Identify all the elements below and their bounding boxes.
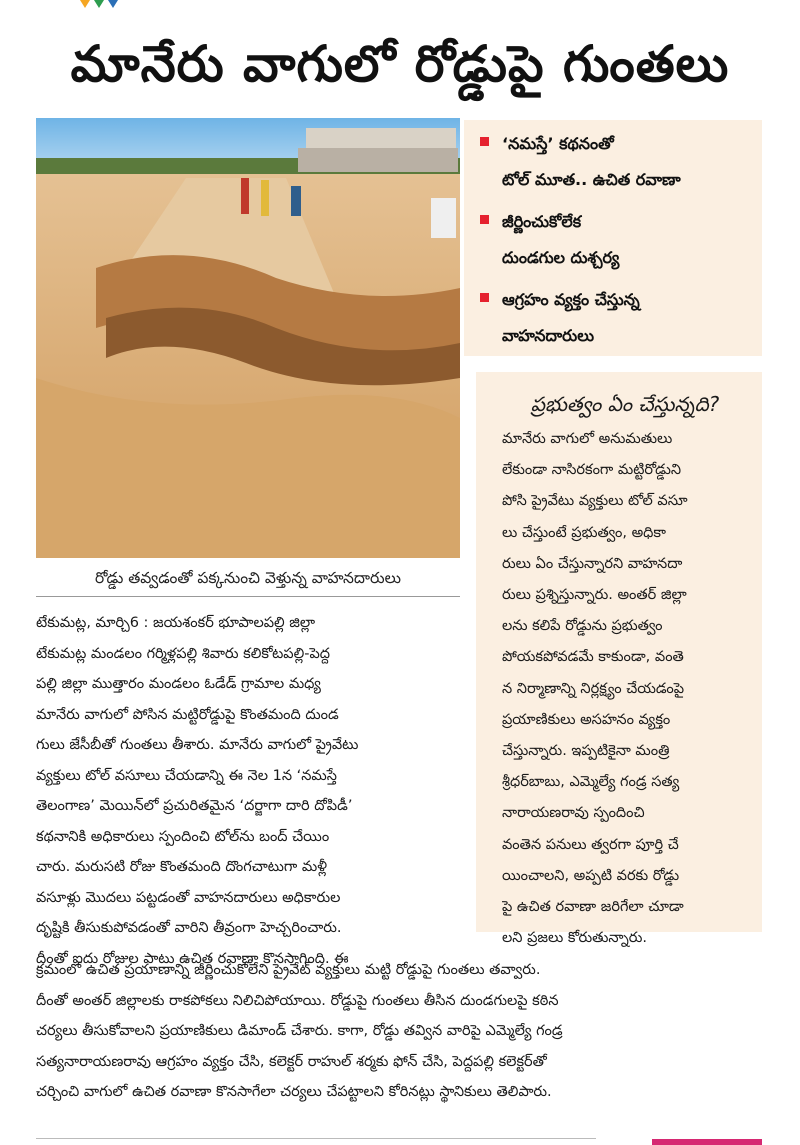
article-line: వ్యక్తులు టోల్ వసూలు చేయడాన్ని ఈ నెల 1న ‘నమస్తే — [36, 767, 337, 784]
red-square-bullet-icon — [480, 293, 489, 302]
bottom-divider — [36, 1138, 596, 1139]
sidebar-box — [476, 372, 762, 947]
highlight-item — [476, 282, 762, 354]
article-line: దృష్టికి తీసుకుపోవడంతో వారిని తీవ్రంగా హెచ్చరించారు. — [36, 920, 342, 936]
road-scene-image — [36, 118, 460, 558]
highlight-item — [476, 126, 762, 198]
article-line: చారు. మరుసటి రోజు కొంతమంది దొంగచాటుగా మళ్లీ — [36, 859, 328, 875]
sidebar-line: పై ఉచిత రవాణా జరిగేలా చూడా — [502, 899, 684, 916]
sidebar-line: మానేరు వాగులో అనుమతులు — [502, 431, 673, 447]
article-line: దీంతో అంతర్ జిల్లాలకు రాకపోకలు నిలిచిపోయాయి. రోడ్డుపై గుంతలు తీసిన దుండగులపై కఠిన — [36, 992, 559, 1009]
sidebar-line: లేకుండా నాసిరకంగా మట్టిరోడ్డుని — [502, 462, 682, 479]
article-body-bottom — [36, 955, 764, 1108]
publication-logo-icon — [76, 0, 136, 10]
sidebar-line: రులు ప్రశ్నిస్తున్నారు. అంతర్ జిల్లా — [502, 587, 687, 604]
news-photo — [36, 118, 460, 558]
sidebar-line: ప్రయాణికులు అసహనం వ్యక్తం — [502, 711, 671, 728]
article-line: పల్లి జిల్లా ముత్తారం మండలం ఓడేడ్ గ్రామాల మధ్య — [36, 676, 321, 692]
photo-caption: రోడ్డు తవ్వడంతో పక్కనుంచి వెళ్తున్న వాహనదారులు — [36, 560, 460, 597]
highlight-line: టోల్ మూత.. ఉచిత రవాణా — [502, 170, 681, 189]
article-line: వసూళ్లు మొదలు పట్టడంతో వాహనదారులు అధికారుల — [36, 889, 341, 906]
highlight-item — [476, 204, 762, 276]
article-line: క్రమంలో ఉచిత ప్రయాణాన్ని జీర్ణించుకోలేని ప్రైవేట్ వ్యక్తులు మట్టి రోడ్డుపై గుంతలు తవ్వారు. — [36, 962, 541, 978]
article-line: కథనానికి అధికారులు స్పందించి టోల్‌ను బంద్ చేయిం — [36, 828, 330, 845]
sidebar-line: పోయకపోవడమే కాకుండా, వంతె — [502, 649, 684, 666]
highlights-box — [464, 120, 762, 356]
article-line: టేకుమట్ల, మార్చి6 : జయశంకర్ భూపాలపల్లి జిల్లా — [36, 615, 316, 631]
page-headline: మానేరు వాగులో రోడ్డుపై గుంతలు — [70, 35, 730, 93]
article-line: దీంతో ఐదు రోజుల పాటు ఉచిత రవాణా కొనసాగింది. ఈ — [36, 950, 349, 967]
sidebar-line: పోసి ప్రైవేటు వ్యక్తులు టోల్ వసూ — [502, 493, 688, 510]
sidebar-line: న నిర్మాణాన్ని నిర్లక్ష్యం చేయడంపై — [502, 680, 685, 697]
sidebar-line: చేస్తున్నారు. ఇప్పటికైనా మంత్రి — [502, 743, 670, 760]
article-line: గులు జేసీబీతో గుంతలు తీశారు. మానేరు వాగులో ప్రైవేటు — [36, 737, 359, 753]
sidebar-line: యించాలని, అప్పటి వరకు రోడ్డు — [502, 867, 680, 884]
sidebar-title: ప్రభుత్వం ఏం చేస్తున్నది? — [530, 392, 720, 416]
highlight-line: జీర్ణించుకోలేక — [502, 212, 582, 231]
highlight-line: ఆగ్రహం వ్యక్తం చేస్తున్న — [502, 290, 640, 309]
article-line: సత్యనారాయణరావు ఆగ్రహం వ్యక్తం చేసి, కలెక్టర్ రాహుల్ శర్మకు ఫోన్ చేసి, పెద్దపల్లి కలెక్టర్‌తో — [36, 1053, 547, 1070]
sidebar-body — [502, 424, 748, 954]
article-line: మానేరు వాగులో పోసిన మట్టిరోడ్డుపై కొంతమంది దుండ — [36, 706, 339, 723]
corner-accent-bar — [652, 1139, 762, 1145]
sidebar-line: రులు ఏం చేస్తున్నారని వాహనదా — [502, 555, 683, 572]
article-line: తెలంగాణ’ మెయిన్‌లో ప్రచురితమైన ‘దర్జాగా దారి దోపిడీ’ — [36, 798, 353, 814]
sidebar-line: లు చేస్తుంటే ప్రభుత్వం, అధికా — [502, 524, 666, 541]
highlight-line: దుండగుల దుశ్చర్య — [502, 248, 620, 267]
sidebar-line: శ్రీధర్‌బాబు, ఎమ్మెల్యే గండ్ర సత్య — [502, 774, 680, 791]
sidebar-line: నారాయణరావు స్పందించి — [502, 805, 645, 822]
red-square-bullet-icon — [480, 137, 489, 146]
article-body-top — [36, 608, 466, 974]
article-line: చర్చించి వాగులో ఉచిత రవాణా కొనసాగేలా చర్యలు చేపట్టాలని కోరినట్లు స్థానికులు తెలిపారు. — [36, 1084, 552, 1100]
article-line: టేకుమట్ల మండలం గర్మిళ్లపల్లి శివారు కలికోటపల్లి-పెద్ద — [36, 645, 331, 662]
red-square-bullet-icon — [480, 215, 489, 224]
sidebar-line: లని ప్రజలు కోరుతున్నారు. — [502, 930, 648, 947]
sidebar-line: వంతెన పనులు త్వరగా పూర్తి చే — [502, 836, 679, 853]
highlight-line: వాహనదారులు — [502, 326, 595, 345]
article-line: చర్యలు తీసుకోవాలని ప్రయాణికులు డిమాండ్ చేశారు. కాగా, రోడ్డు తవ్విన వారిపై ఎమ్మెల్యే గండ్ర — [36, 1023, 563, 1039]
sidebar-line: లను కలిపే రోడ్డును ప్రభుత్వం — [502, 618, 663, 635]
highlight-line: ‘నమస్తే’ కథనంతో — [502, 134, 614, 153]
